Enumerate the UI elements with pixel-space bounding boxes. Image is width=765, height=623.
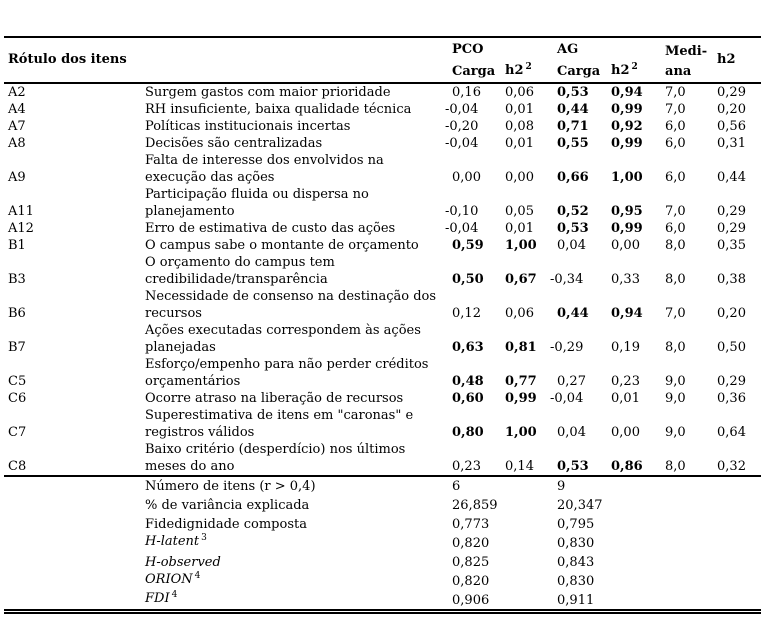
- item-label: Esforço/empenho para não perder créditos orçamentários: [145, 357, 429, 389]
- table-row: [4, 288, 761, 322]
- ag-carga-cell: 0,53: [557, 459, 589, 474]
- ag-carga-cell: 0,55: [557, 136, 589, 151]
- pco-h2-label: h2: [505, 63, 524, 78]
- summary-code-spacer: [4, 571, 145, 590]
- pco-carga-cell: 0,23: [452, 459, 481, 474]
- item-label: Falta de interesse dos envolvidos na execução das ações: [145, 153, 384, 185]
- item-label: Superestimativa de itens em "caronas" e registros válidos: [145, 408, 414, 440]
- ag-carga-cell: -0,04: [550, 391, 584, 406]
- pco-carga-cell: 0,00: [452, 170, 481, 185]
- summary-label: [145, 476, 445, 495]
- item-code: B3: [8, 272, 26, 287]
- column-header-mediana: [658, 37, 710, 83]
- item-code: B1: [8, 238, 26, 253]
- table-header: [4, 37, 761, 83]
- ag-carga-cell: 0,44: [557, 102, 589, 117]
- item-code: B7: [8, 340, 26, 355]
- pco-carga-cell: 0,16: [452, 85, 481, 100]
- table-row: [4, 118, 761, 135]
- pco-carga-cell: 0,80: [452, 425, 484, 440]
- item-code: C6: [8, 391, 27, 406]
- table-row: [4, 254, 761, 288]
- summary-trailing-spacer: [658, 590, 761, 612]
- mediana-line-1: Medi-: [665, 44, 708, 59]
- h2-cell: 0,29: [717, 221, 746, 236]
- pco-h2-cell: 0,14: [505, 459, 534, 474]
- summary-label-text: H-latent: [145, 534, 200, 549]
- column-header-rotulo: Rótulo dos itens: [8, 52, 127, 67]
- summary-trailing-spacer: [658, 495, 761, 514]
- ag-carga-cell: -0,29: [550, 340, 584, 355]
- item-label: O campus sabe o montante de orçamento: [145, 238, 419, 253]
- table-row: [4, 186, 761, 220]
- table-row: [4, 441, 761, 476]
- summary-pco-value: 0,820: [452, 574, 490, 589]
- summary-pco-value: 0,820: [452, 536, 490, 551]
- ag-carga-cell: 0,44: [557, 306, 589, 321]
- table-row: [4, 356, 761, 390]
- table-row: [4, 407, 761, 441]
- summary-row: [4, 533, 761, 552]
- summary-ag-value: 0,795: [557, 517, 595, 532]
- mediana-line-2: ana: [665, 64, 692, 79]
- column-header-ag-h2: [604, 60, 658, 83]
- summary-pco-value: 0,906: [452, 593, 490, 608]
- item-code: C5: [8, 374, 27, 389]
- h2-cell: 0,29: [717, 85, 746, 100]
- pco-h2-cell: 1,00: [505, 425, 537, 440]
- h2-cell: 0,44: [717, 170, 746, 185]
- pco-h2-cell: 0,06: [505, 85, 534, 100]
- pco-h2-cell: 0,81: [505, 340, 537, 355]
- pco-carga-cell: 0,50: [452, 272, 484, 287]
- summary-code-spacer: [4, 514, 145, 533]
- h2-cell: 0,29: [717, 374, 746, 389]
- summary-code-spacer: [4, 590, 145, 612]
- pco-h2-cell: 0,06: [505, 306, 534, 321]
- pco-h2-cell: 0,67: [505, 272, 537, 287]
- ag-h2-cell: 0,94: [611, 85, 643, 100]
- ag-carga-cell: 0,52: [557, 204, 589, 219]
- summary-label: [145, 495, 445, 514]
- item-code: C8: [8, 459, 27, 474]
- mediana-cell: 7,0: [665, 306, 686, 321]
- item-label: Participação fluida ou dispersa no planejamento: [145, 187, 369, 219]
- column-header-spacer-1: [498, 37, 550, 60]
- mediana-cell: 7,0: [665, 102, 686, 117]
- table-row: [4, 220, 761, 237]
- h2-cell: 0,36: [717, 391, 746, 406]
- item-code: A4: [8, 102, 26, 117]
- column-header-ag: AG: [557, 42, 579, 57]
- ag-h2-label: h2: [611, 63, 630, 78]
- h2-cell: 0,38: [717, 272, 746, 287]
- mediana-cell: 8,0: [665, 459, 686, 474]
- item-label: Políticas institucionais incertas: [145, 119, 351, 134]
- ag-h2-cell: 0,00: [611, 425, 640, 440]
- item-label: Surgem gastos com maior prioridade: [145, 85, 391, 100]
- h2-cell: 0,20: [717, 102, 746, 117]
- pco-carga-cell: -0,04: [445, 221, 479, 236]
- column-header-ag-carga: Carga: [557, 64, 601, 79]
- item-label: RH insuficiente, baixa qualidade técnica: [145, 102, 412, 117]
- pco-carga-cell: 0,12: [452, 306, 481, 321]
- table-row: [4, 322, 761, 356]
- mediana-cell: 6,0: [665, 221, 686, 236]
- ag-h2-cell: 0,99: [611, 136, 643, 151]
- item-code: C7: [8, 425, 27, 440]
- table-row: [4, 101, 761, 118]
- ag-carga-cell: 0,27: [557, 374, 586, 389]
- summary-row: [4, 514, 761, 533]
- item-label: Erro de estimativa de custo das ações: [145, 221, 396, 236]
- summary-label: [145, 552, 445, 571]
- summary-code-spacer: [4, 533, 145, 552]
- h2-cell: 0,29: [717, 204, 746, 219]
- column-header-h2: h2: [717, 52, 736, 67]
- ag-h2-cell: 0,92: [611, 119, 643, 134]
- item-code: A12: [8, 221, 34, 236]
- table-row: [4, 135, 761, 152]
- summary-label-text: Número de itens (r > 0,4): [145, 479, 316, 494]
- ag-carga-cell: 0,53: [557, 221, 589, 236]
- summary-ag-value: 0,843: [557, 555, 595, 570]
- pco-h2-cell: 1,00: [505, 238, 537, 253]
- pco-carga-cell: 0,60: [452, 391, 484, 406]
- pco-carga-cell: 0,63: [452, 340, 484, 355]
- item-code: B6: [8, 306, 26, 321]
- summary-row: [4, 495, 761, 514]
- summary-label-text: Fidedignidade composta: [145, 517, 307, 532]
- summary-ag-value: 9: [557, 479, 566, 494]
- summary-ag-value: 0,830: [557, 536, 595, 551]
- summary-ag-value: 0,911: [557, 593, 595, 608]
- ag-carga-cell: 0,53: [557, 85, 589, 100]
- summary-label-text: FDI: [145, 591, 170, 606]
- summary-label: [145, 571, 445, 590]
- column-header-pco: PCO: [452, 42, 484, 57]
- item-code: A11: [8, 204, 34, 219]
- summary-code-spacer: [4, 495, 145, 514]
- summary-ag-value: 0,830: [557, 574, 595, 589]
- item-label: O orçamento do campus tem credibilidade/transparência: [145, 255, 335, 287]
- item-label: Necessidade de consenso na destinação dos recursos: [145, 289, 437, 321]
- pco-h2-cell: 0,00: [505, 170, 534, 185]
- summary-pco-value: 6: [452, 479, 461, 494]
- table-row: [4, 152, 761, 186]
- mediana-cell: 6,0: [665, 136, 686, 151]
- ag-h2-footnote-mark: 2: [631, 62, 638, 72]
- mediana-cell: 6,0: [665, 170, 686, 185]
- summary-row: [4, 476, 761, 495]
- pco-h2-cell: 0,99: [505, 391, 537, 406]
- ag-h2-cell: 0,95: [611, 204, 643, 219]
- summary-trailing-spacer: [658, 476, 761, 495]
- ag-h2-cell: 0,99: [611, 102, 643, 117]
- pco-carga-cell: -0,04: [445, 102, 479, 117]
- column-header-pco-carga: Carga: [452, 64, 496, 79]
- pco-carga-cell: 0,48: [452, 374, 484, 389]
- summary-ag-value: 20,347: [557, 498, 603, 513]
- results-table: [4, 36, 761, 614]
- table-row: [4, 83, 761, 101]
- mediana-cell: 9,0: [665, 391, 686, 406]
- summary-pco-value: 0,825: [452, 555, 490, 570]
- pco-carga-cell: 0,59: [452, 238, 484, 253]
- ag-h2-cell: 0,99: [611, 221, 643, 236]
- item-label: Decisões são centralizadas: [145, 136, 323, 151]
- h2-cell: 0,50: [717, 340, 746, 355]
- summary-label: [145, 533, 445, 552]
- summary-label-text: ORION: [145, 572, 193, 587]
- summary-trailing-spacer: [658, 571, 761, 590]
- summary-label-text: % de variância explicada: [145, 498, 310, 513]
- summary-trailing-spacer: [658, 533, 761, 552]
- h2-cell: 0,32: [717, 459, 746, 474]
- ag-h2-cell: 0,86: [611, 459, 643, 474]
- pco-carga-cell: -0,20: [445, 119, 479, 134]
- mediana-cell: 8,0: [665, 340, 686, 355]
- table-row: [4, 237, 761, 254]
- ag-h2-cell: 0,33: [611, 272, 640, 287]
- mediana-cell: 9,0: [665, 374, 686, 389]
- ag-h2-cell: 0,01: [611, 391, 640, 406]
- item-code: A9: [8, 170, 26, 185]
- summary-row: [4, 590, 761, 612]
- summary-trailing-spacer: [658, 514, 761, 533]
- summary-pco-value: 26,859: [452, 498, 498, 513]
- ag-carga-cell: 0,66: [557, 170, 589, 185]
- h2-cell: 0,35: [717, 238, 746, 253]
- summary-rows: [4, 476, 761, 612]
- ag-h2-cell: 0,94: [611, 306, 643, 321]
- column-header-spacer-2: [604, 37, 658, 60]
- summary-row: [4, 571, 761, 590]
- ag-carga-cell: 0,04: [557, 425, 586, 440]
- data-rows: [4, 83, 761, 476]
- item-label: Baixo critério (desperdício) nos últimos meses do ano: [145, 442, 406, 474]
- summary-footnote-mark: 4: [171, 590, 178, 600]
- summary-label-text: H-observed: [145, 555, 221, 570]
- summary-label: [145, 514, 445, 533]
- pco-h2-cell: 0,01: [505, 136, 534, 151]
- pco-h2-cell: 0,08: [505, 119, 534, 134]
- ag-h2-cell: 1,00: [611, 170, 643, 185]
- mediana-cell: 6,0: [665, 119, 686, 134]
- summary-code-spacer: [4, 552, 145, 571]
- mediana-cell: 8,0: [665, 272, 686, 287]
- pco-carga-cell: -0,10: [445, 204, 479, 219]
- summary-code-spacer: [4, 476, 145, 495]
- ag-h2-cell: 0,00: [611, 238, 640, 253]
- pco-h2-cell: 0,05: [505, 204, 534, 219]
- summary-footnote-mark: 4: [194, 571, 201, 581]
- item-label: Ocorre atraso na liberação de recursos: [145, 391, 404, 406]
- summary-label: [145, 590, 445, 612]
- h2-cell: 0,64: [717, 425, 746, 440]
- column-header-pco-h2: [498, 60, 550, 83]
- pco-h2-cell: 0,77: [505, 374, 537, 389]
- ag-carga-cell: 0,71: [557, 119, 589, 134]
- pco-h2-footnote-mark: 2: [525, 62, 532, 72]
- ag-h2-cell: 0,23: [611, 374, 640, 389]
- pco-h2-cell: 0,01: [505, 102, 534, 117]
- h2-cell: 0,20: [717, 306, 746, 321]
- ag-carga-cell: 0,04: [557, 238, 586, 253]
- summary-row: [4, 552, 761, 571]
- item-code: A7: [8, 119, 26, 134]
- pco-h2-cell: 0,01: [505, 221, 534, 236]
- summary-pco-value: 0,773: [452, 517, 490, 532]
- summary-footnote-mark: 3: [201, 533, 207, 543]
- ag-h2-cell: 0,19: [611, 340, 640, 355]
- h2-cell: 0,31: [717, 136, 746, 151]
- pco-carga-cell: -0,04: [445, 136, 479, 151]
- item-code: A2: [8, 85, 26, 100]
- table-row: [4, 390, 761, 407]
- item-code: A8: [8, 136, 26, 151]
- summary-trailing-spacer: [658, 552, 761, 571]
- mediana-cell: 8,0: [665, 238, 686, 253]
- item-label: Ações executadas correspondem às ações planejadas: [145, 323, 421, 355]
- ag-carga-cell: -0,34: [550, 272, 584, 287]
- mediana-cell: 9,0: [665, 425, 686, 440]
- header-row-1: [4, 37, 761, 60]
- mediana-cell: 7,0: [665, 85, 686, 100]
- h2-cell: 0,56: [717, 119, 746, 134]
- mediana-cell: 7,0: [665, 204, 686, 219]
